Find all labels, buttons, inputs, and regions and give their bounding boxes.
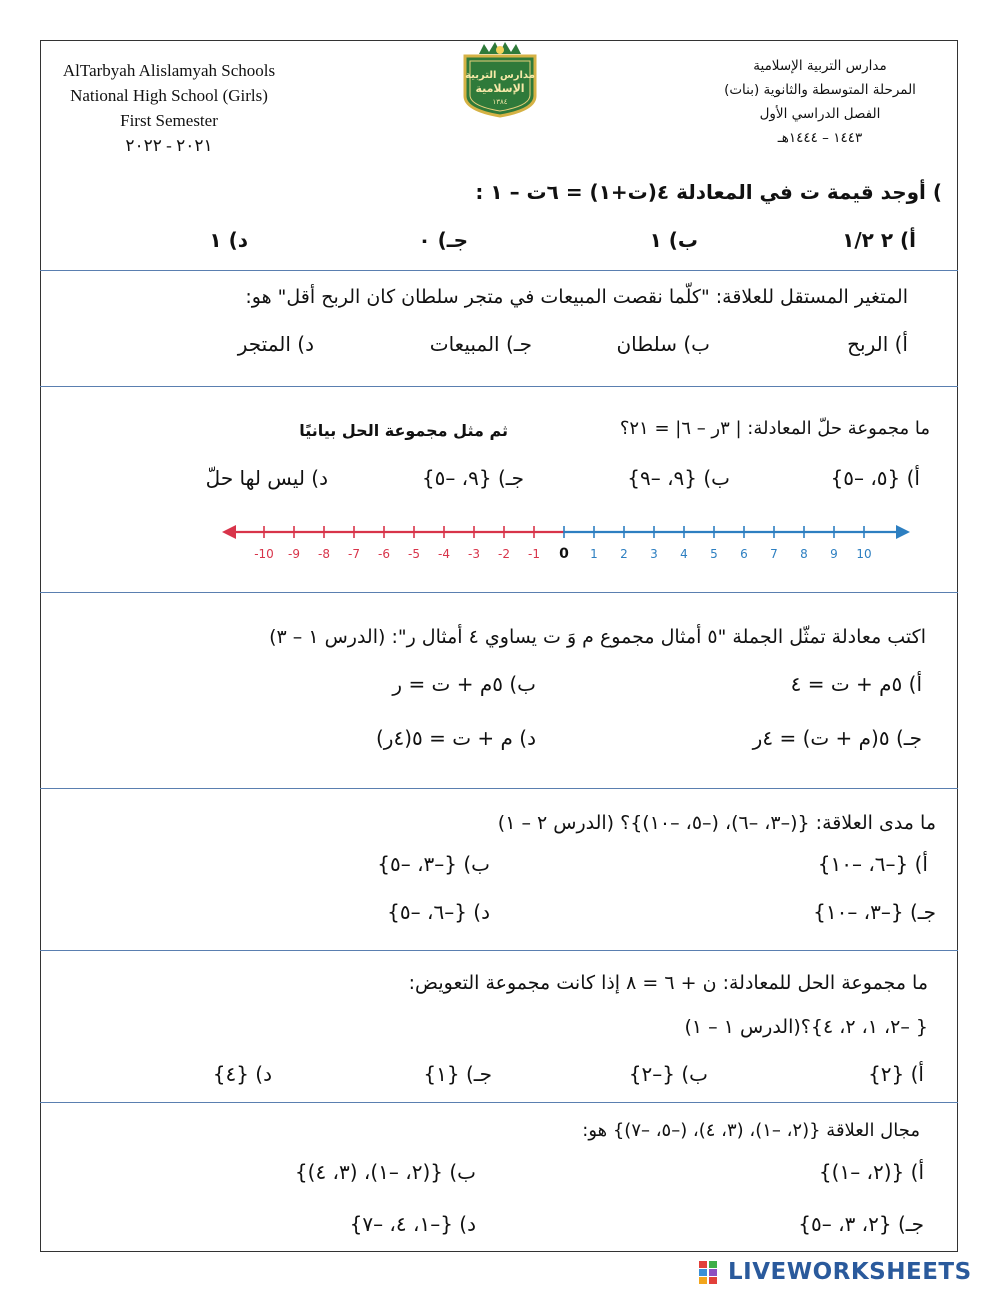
- liveworksheets-text: LIVEWORKSHEETS: [728, 1259, 972, 1285]
- semester: First Semester: [120, 111, 218, 130]
- school-logo: [459, 40, 541, 118]
- q6-replacement-set: { –٢، ١، ٢، ٤}؟(الدرس ١ – ١): [684, 1016, 928, 1038]
- q6-question: ما مجموعة الحل للمعادلة: ن + ٦ = ٨ إذا كانت مجموعة التعويض:: [408, 972, 928, 994]
- number-line-label: -7: [348, 547, 360, 561]
- q2-option-c[interactable]: جـ) المبيعات: [429, 332, 532, 356]
- q1-option-a[interactable]: أ) ٢ ١/٢: [842, 228, 916, 252]
- number-line-label: -6: [378, 547, 390, 561]
- number-line-label: -4: [438, 547, 450, 561]
- logo-crown-icon: [479, 42, 521, 54]
- q6-option-d[interactable]: د) {٤}: [212, 1062, 272, 1086]
- q7-option-b[interactable]: ب) {(٢، –١)، (٣، ٤)}: [294, 1160, 476, 1184]
- number-line-label: -2: [498, 547, 510, 561]
- school-year-ar: ١٤٤٣ – ١٤٤٤هـ: [777, 130, 863, 146]
- number-line-label: 6: [740, 547, 748, 561]
- q3-option-a[interactable]: أ) {٥، –٥}: [830, 466, 920, 490]
- number-line-label: 2: [620, 547, 628, 561]
- q2-option-b[interactable]: ب) سلطان: [616, 332, 710, 356]
- section-divider: [40, 1102, 958, 1103]
- q3-graph-note: ثم مثل مجموعة الحل بيانيًا: [299, 421, 508, 440]
- q1-option-b[interactable]: ب) ١: [649, 228, 698, 252]
- q3-question: ما مجموعة حلّ المعادلة: | ٣ر – ٦| = ٢١؟: [619, 418, 930, 439]
- q2-option-d[interactable]: د) المتجر: [237, 332, 314, 356]
- q5-option-d[interactable]: د) {–٦، –٥}: [387, 900, 490, 924]
- number-line-label: 1: [590, 547, 598, 561]
- school-level-ar: المرحلة المتوسطة والثانوية (بنات): [724, 82, 916, 98]
- q1-option-c[interactable]: جـ) ٠: [418, 228, 468, 252]
- q5-option-c[interactable]: جـ) {–٣، –١٠}: [813, 900, 936, 924]
- number-line-label: 9: [830, 547, 838, 561]
- q5-option-a[interactable]: أ) {–٦، –١٠}: [817, 852, 928, 876]
- section-divider: [40, 788, 958, 789]
- number-line-label: -1: [528, 547, 540, 561]
- q1-question: ) أوجد قيمة ت في المعادلة ٤(ت+١) = ٦ت – ١ :: [475, 180, 942, 204]
- number-line-label: 7: [770, 547, 778, 561]
- q4-option-a[interactable]: أ) ٥م + ت = ٤: [790, 672, 922, 696]
- school-name: AlTarbyah Alislamyah Schools: [62, 61, 276, 80]
- semester-ar: الفصل الدراسي الأول: [759, 106, 881, 122]
- school-branch: National High School (Girls): [70, 86, 268, 105]
- number-line-label: 3: [650, 547, 658, 561]
- q2-option-a[interactable]: أ) الربح: [847, 332, 908, 356]
- section-divider: [40, 950, 958, 951]
- logo-line-1: مدارس التربية: [465, 70, 535, 81]
- section-divider: [40, 386, 958, 387]
- q3-option-b[interactable]: ب) {٩، –٩}: [627, 466, 730, 490]
- number-line-label: -8: [318, 547, 330, 561]
- q4-option-c[interactable]: جـ) ٥(م + ت) = ٤ر: [752, 726, 922, 750]
- right-arrow-icon: [896, 525, 910, 539]
- number-line-label: -5: [408, 547, 420, 561]
- school-header-arabic: [700, 54, 940, 150]
- school-header-english: [44, 58, 294, 158]
- q3-option-c[interactable]: جـ) {٩، –٥}: [421, 466, 524, 490]
- q6-option-b[interactable]: ب) {–٢}: [628, 1062, 708, 1086]
- q7-option-c[interactable]: جـ) {٢، ٣، –٥}: [798, 1212, 924, 1236]
- q6-option-a[interactable]: أ) {٢}: [868, 1062, 924, 1086]
- q4-option-b[interactable]: ب) ٥م + ت = ر: [392, 672, 536, 696]
- liveworksheets-logo-icon: [698, 1259, 728, 1285]
- q3-option-d[interactable]: د) ليس لها حلّ: [205, 466, 328, 490]
- logo-line-3: ١٣٨٤: [492, 98, 508, 106]
- q7-option-d[interactable]: د) {–١، ٤، –٧}: [349, 1212, 476, 1236]
- left-arrow-icon: [222, 525, 236, 539]
- q5-question: ما مدى العلاقة: {(–٣، –٦)، (–٥، –١٠)}؟ (الدرس ٢ – ١): [497, 812, 936, 834]
- number-line-label: 4: [680, 547, 688, 561]
- school-year: ٢٠٢١ - ٢٠٢٢: [125, 136, 213, 155]
- q2-question: المتغير المستقل للعلاقة: "كلّما نقصت المبيعات في متجر سلطان كان الربح أقل" هو:: [245, 286, 908, 308]
- q1-option-d[interactable]: د) ١: [209, 228, 248, 252]
- section-divider: [40, 592, 958, 593]
- liveworksheets-brand[interactable]: [698, 1258, 972, 1286]
- number-line-label: -3: [468, 547, 480, 561]
- q6-option-c[interactable]: جـ) {١}: [423, 1062, 492, 1086]
- q7-option-a[interactable]: أ) {(٢، –١)}: [818, 1160, 924, 1184]
- number-line-label: 8: [800, 547, 808, 561]
- number-line-label: 0: [559, 546, 569, 562]
- school-name-ar: مدارس التربية الإسلامية: [753, 58, 887, 74]
- number-line-label: -10: [254, 547, 274, 561]
- q4-option-d[interactable]: د) م + ت = ٥(٤ر): [375, 726, 536, 750]
- number-line-label: 10: [856, 547, 872, 561]
- q5-option-b[interactable]: ب) {–٣، –٥}: [377, 852, 490, 876]
- number-line[interactable]: [222, 520, 912, 570]
- number-line-label: 5: [710, 547, 718, 561]
- number-line-label: -9: [288, 547, 300, 561]
- logo-line-2: الإسلامية: [475, 82, 525, 95]
- section-divider: [40, 270, 958, 271]
- q4-question: اكتب معادلة تمثّل الجملة "٥ أمثال مجموع م وَ ت يساوي ٤ أمثال ر": (الدرس ١ – ٣): [269, 626, 926, 648]
- q7-question: مجال العلاقة {(٢، –١)، (٣، ٤)، (–٥، –٧)} هو:: [582, 1120, 920, 1141]
